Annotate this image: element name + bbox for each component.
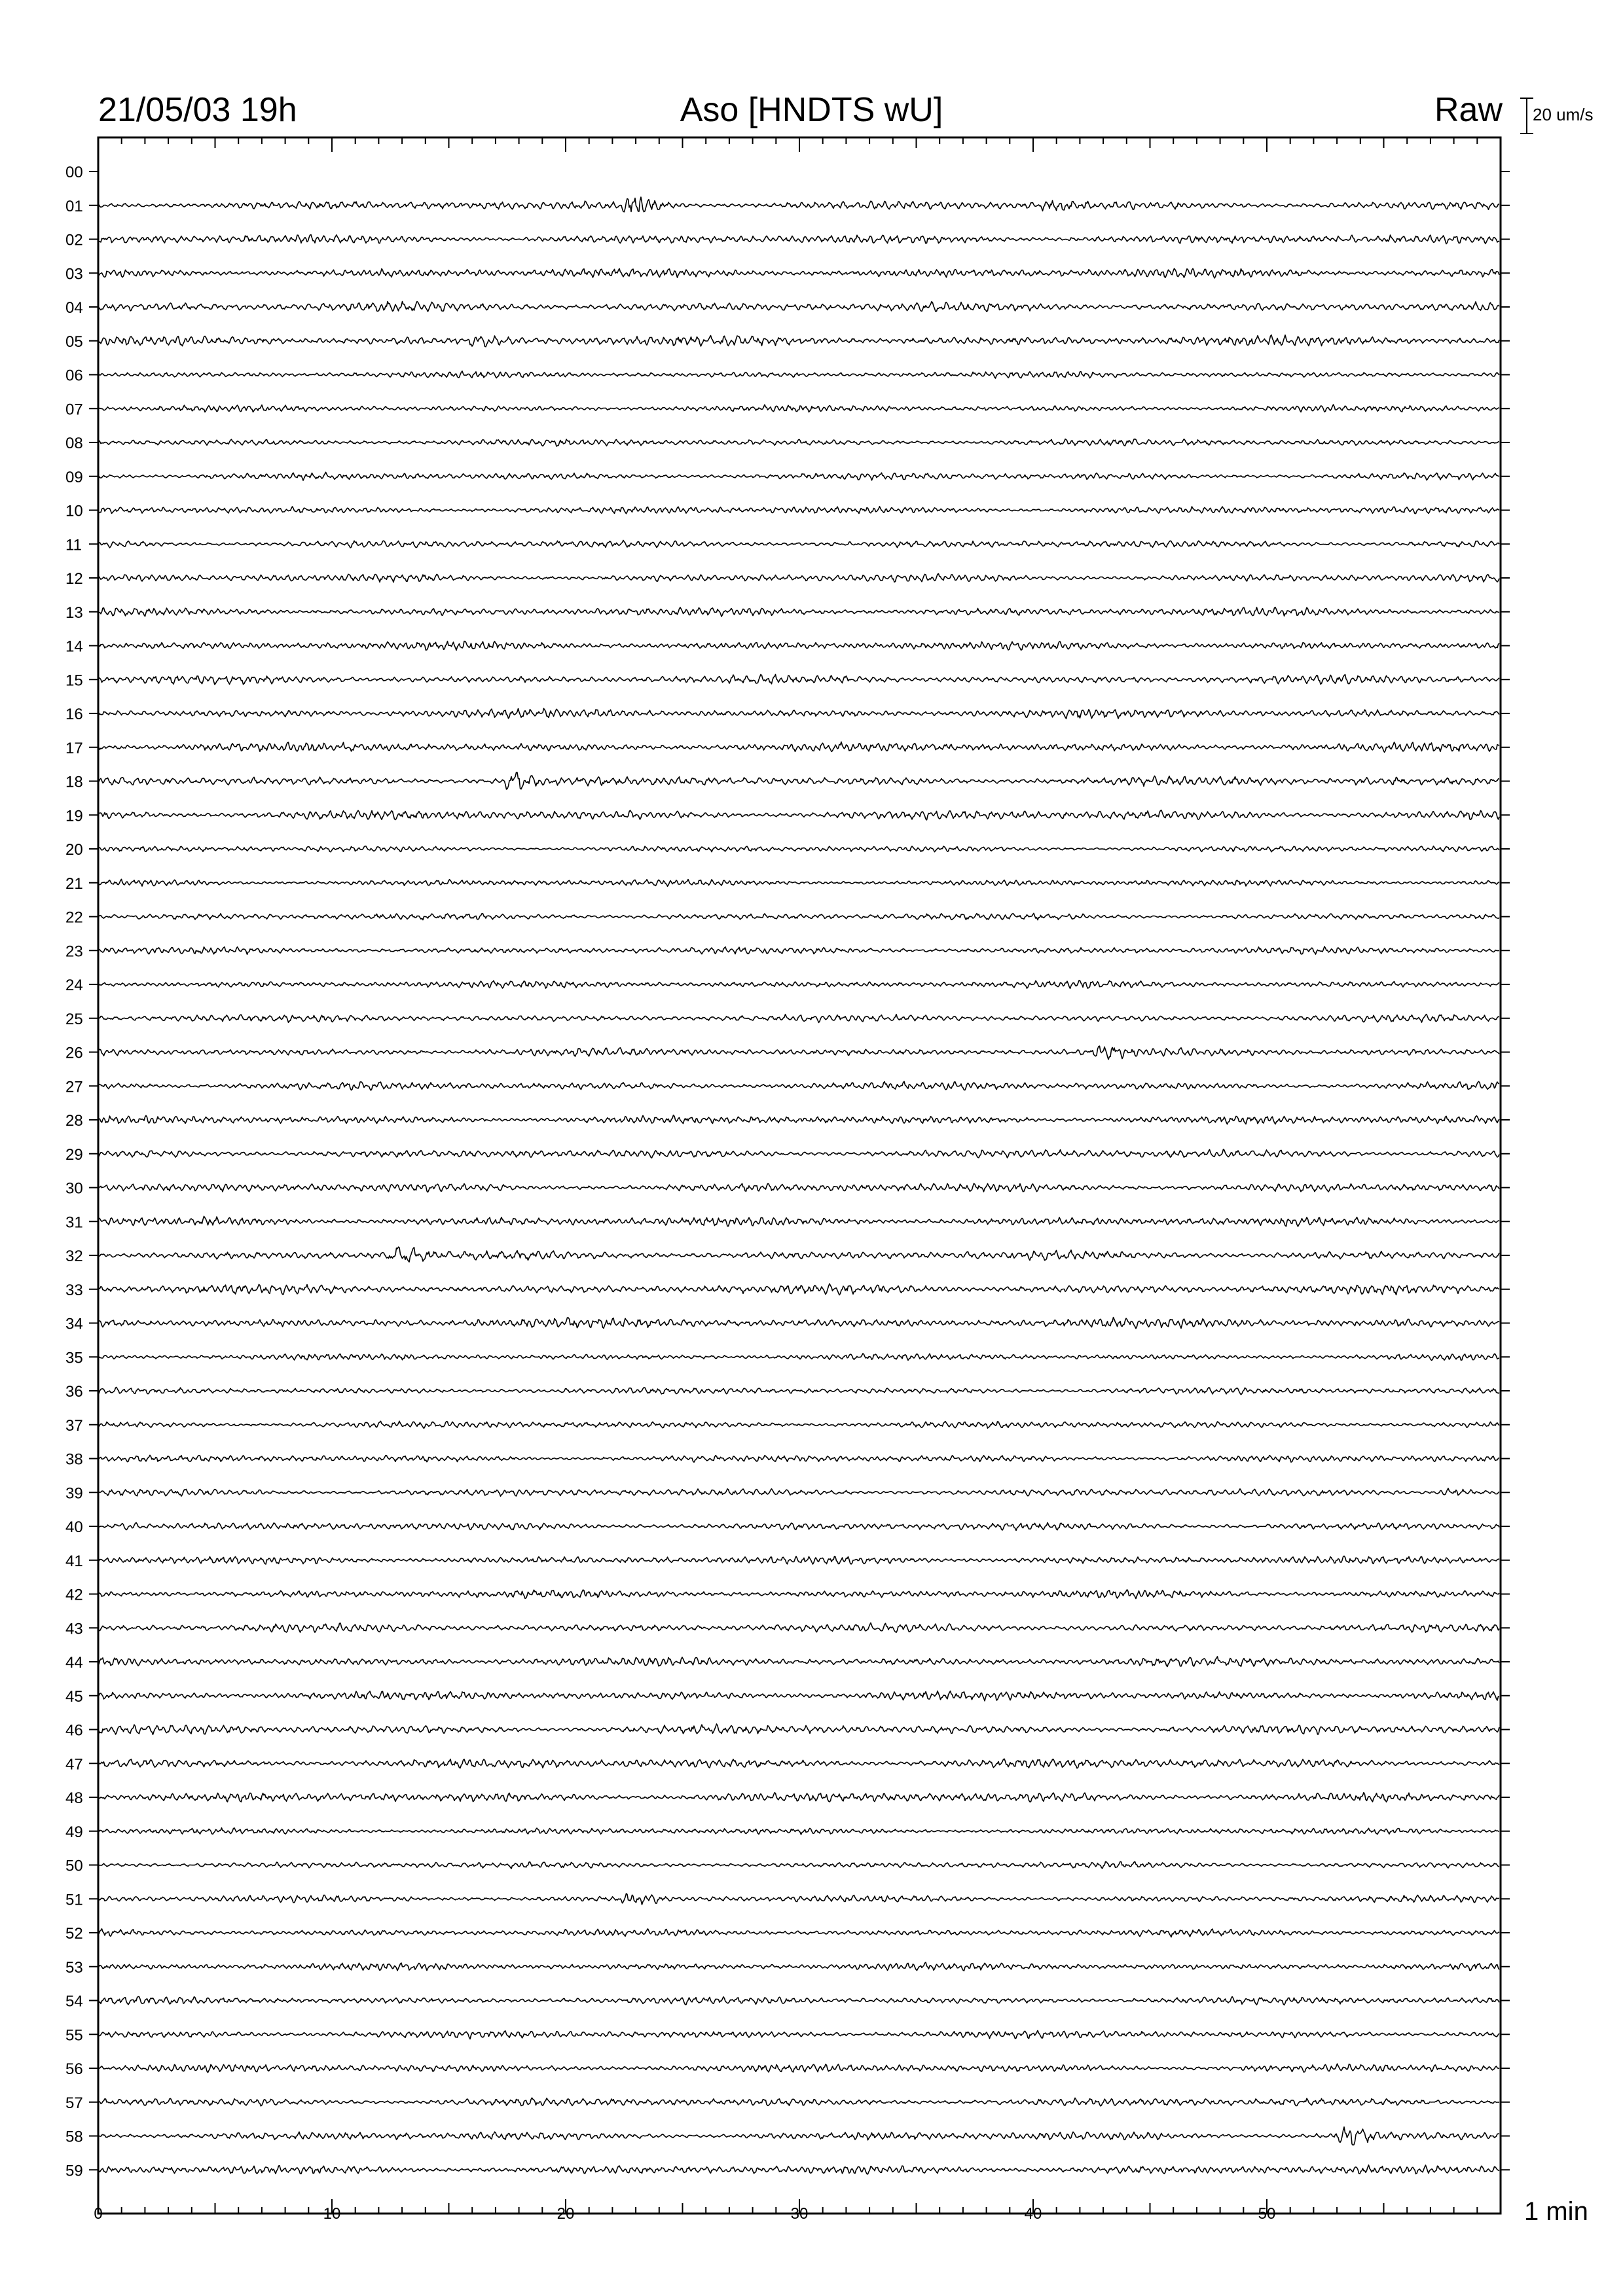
trace-row-51 [99,1893,1499,1905]
trace-row-03 [99,268,1499,278]
row-label: 45 [65,1687,83,1706]
plot-frame [98,137,1501,2214]
row-label: 19 [65,807,83,825]
row-label: 16 [65,706,83,723]
row-label: 52 [65,1925,83,1943]
trace-row-53 [99,1962,1499,1971]
row-label: 32 [65,1247,83,1265]
row-label: 29 [65,1145,83,1164]
row-label: 39 [65,1484,83,1503]
trace-row-50 [99,1861,1499,1869]
row-label: 26 [65,1044,83,1062]
trace-row-24 [99,980,1499,988]
trace-row-04 [99,302,1499,312]
row-label: 28 [65,1112,83,1130]
row-label: 49 [65,1823,83,1841]
trace-row-29 [99,1149,1499,1158]
row-label: 42 [65,1586,83,1604]
row-label: 09 [65,468,83,486]
row-label: 11 [65,536,82,554]
x-tick-label: 50 [1258,2205,1276,2223]
trace-row-40 [99,1522,1499,1530]
trace-row-15 [99,675,1499,685]
row-label: 43 [65,1620,83,1638]
row-label: 53 [65,1958,83,1977]
row-label: 58 [65,2128,83,2146]
row-label: 59 [65,2162,83,2180]
row-label: 20 [65,841,83,859]
trace-row-33 [99,1283,1499,1295]
trace-row-16 [99,708,1499,719]
x-tick-label: 30 [790,2205,809,2223]
trace-row-57 [99,2098,1499,2106]
trace-row-05 [99,335,1499,347]
trace-row-48 [99,1793,1499,1802]
trace-row-44 [99,1657,1499,1667]
trace-row-12 [99,574,1499,583]
row-label: 54 [65,1992,83,2011]
row-label: 35 [65,1349,83,1367]
row-label: 57 [65,2094,83,2112]
row-label: 41 [65,1552,83,1570]
trace-row-36 [99,1388,1499,1395]
trace-row-10 [99,507,1499,514]
row-label: 14 [65,637,83,656]
trace-row-26 [99,1046,1499,1059]
trace-row-41 [99,1556,1499,1564]
trace-row-06 [99,371,1499,378]
row-label: 46 [65,1721,83,1740]
trace-row-08 [99,439,1499,446]
trace-row-20 [99,846,1499,852]
trace-row-38 [99,1455,1499,1462]
trace-row-42 [99,1590,1499,1599]
trace-row-02 [99,235,1499,244]
row-label: 18 [65,773,83,791]
trace-row-34 [99,1318,1499,1329]
row-label: 51 [65,1891,83,1909]
row-label: 25 [65,1010,83,1028]
trace-row-54 [99,1997,1499,2005]
trace-row-13 [99,607,1499,617]
trace-row-11 [99,541,1499,548]
row-label: 01 [65,197,83,215]
trace-row-14 [99,641,1499,651]
trace-row-43 [99,1623,1499,1633]
trace-row-28 [99,1115,1499,1124]
x-tick-label: 0 [94,2205,103,2223]
row-label: 04 [65,299,83,317]
row-label: 10 [65,502,83,520]
row-label: 47 [65,1755,83,1774]
chart-datetime: 21/05/03 19h [98,91,297,129]
row-label: 22 [65,908,83,927]
row-label: 31 [65,1213,83,1232]
trace-row-55 [99,2030,1499,2039]
x-tick-label: 20 [556,2205,575,2223]
row-label: 17 [65,739,83,757]
row-label: 44 [65,1654,83,1672]
row-label: 40 [65,1518,83,1536]
trace-row-30 [99,1183,1499,1192]
row-label: 00 [65,164,83,181]
row-label: 24 [65,977,83,994]
trace-row-23 [99,946,1499,954]
row-label: 55 [65,2026,83,2045]
trace-row-35 [99,1354,1499,1360]
mode-label: Raw [1434,91,1503,129]
row-label: 37 [65,1416,83,1435]
trace-row-56 [99,2064,1499,2072]
trace-row-17 [99,742,1499,753]
row-label: 33 [65,1281,83,1299]
row-label: 06 [65,367,83,385]
row-label: 36 [65,1383,83,1401]
row-label: 21 [65,874,83,893]
trace-row-27 [99,1081,1499,1090]
trace-row-25 [99,1014,1499,1023]
trace-row-31 [99,1216,1499,1227]
row-label: 38 [65,1450,83,1469]
trace-row-22 [99,913,1499,920]
row-label: 30 [65,1179,83,1198]
row-label: 15 [65,672,83,690]
trace-row-19 [99,810,1499,820]
x-tick-label: 40 [1024,2205,1042,2223]
trace-row-07 [99,404,1499,412]
row-label: 56 [65,2060,83,2078]
trace-row-58 [99,2127,1499,2145]
trace-row-59 [99,2165,1499,2174]
x-axis-unit-label: 1 min [1524,2197,1588,2226]
trace-row-47 [99,1759,1499,1768]
trace-row-21 [99,879,1499,886]
row-label: 02 [65,231,83,249]
trace-row-18 [99,772,1499,789]
row-label: 50 [65,1857,83,1875]
trace-row-45 [99,1691,1499,1701]
trace-row-09 [99,472,1499,480]
row-label: 03 [65,265,83,283]
row-label: 07 [65,401,83,419]
row-label: 27 [65,1078,83,1096]
trace-row-49 [99,1828,1499,1835]
trace-row-52 [99,1929,1499,1937]
row-label: 08 [65,435,83,452]
row-label: 12 [65,570,83,588]
row-label: 23 [65,942,83,961]
amplitude-scale-label: 20 um/s [1533,105,1594,124]
trace-row-39 [99,1488,1499,1496]
row-label: 05 [65,332,83,351]
row-label: 34 [65,1315,83,1333]
chart-title: Aso [HNDTS wU] [680,91,943,129]
row-label: 13 [65,603,83,622]
trace-row-32 [99,1247,1499,1262]
x-tick-label: 10 [323,2205,341,2223]
row-label: 48 [65,1789,83,1807]
trace-row-46 [99,1724,1499,1734]
trace-row-01 [99,197,1499,212]
trace-row-37 [99,1421,1499,1428]
